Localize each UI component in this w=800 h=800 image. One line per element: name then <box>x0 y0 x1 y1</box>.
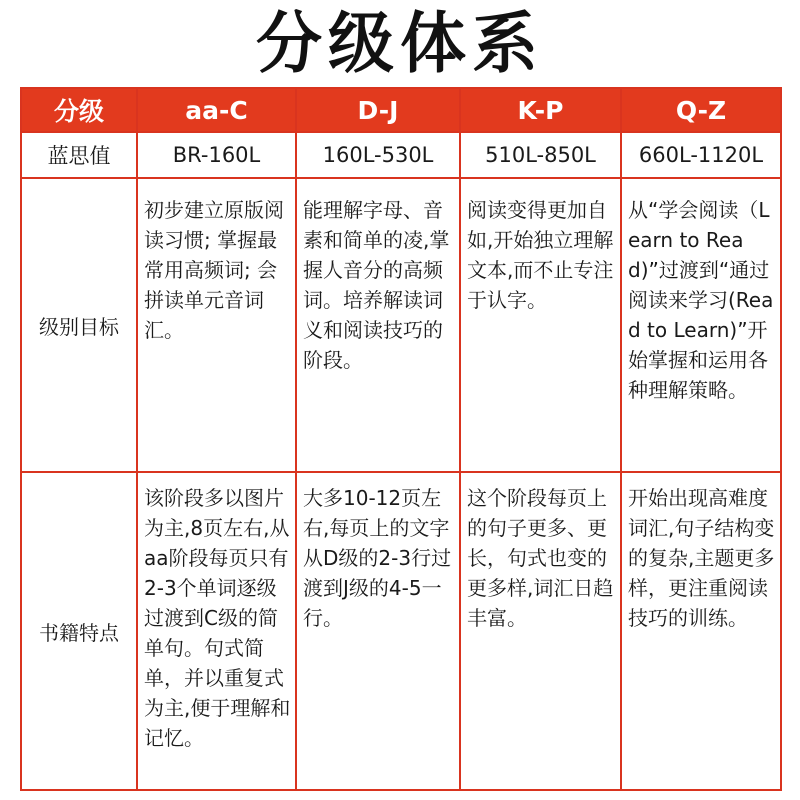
books-text-q-z: 开始出现高难度词汇,句子结构变的复杂,主题更多样，更注重阅读技巧的训练。 <box>628 486 775 630</box>
books-text-k-p: 这个阶段每页上的句子更多、更长，句式也变的更多样,词汇日趋丰富。 <box>467 486 614 630</box>
header-cell-aa-c: aa-C <box>137 88 296 132</box>
header-cell-q-z: Q-Z <box>621 88 781 132</box>
goals-text-aa-c: 初步建立原版阅读习惯; 掌握最常用高频词; 会拼读单元音词汇。 <box>144 198 284 342</box>
books-cell-q-z <box>621 472 781 790</box>
lexile-row <box>21 132 781 178</box>
books-cell-aa-c <box>137 472 296 790</box>
level-system-table <box>20 87 782 791</box>
goals-text-k-p: 阅读变得更加自如,开始独立理解文本,而不止专注于认字。 <box>467 198 614 312</box>
goals-text-q-z: 从“学会阅读（Learn to Read)”过渡到“通过阅读来学习(Read to Learn)”开始掌握和运用各种理解策略。 <box>628 198 774 402</box>
lexile-cell-k-p: 510L-850L <box>460 132 621 178</box>
books-cell-d-j <box>296 472 460 790</box>
goals-cell-k-p <box>460 178 621 472</box>
goals-cell-d-j <box>296 178 460 472</box>
header-cell-d-j: D-J <box>296 88 460 132</box>
header-row <box>21 88 781 132</box>
books-row <box>21 472 781 790</box>
lexile-cell-q-z: 660L-1120L <box>621 132 781 178</box>
row-label-books: 书籍特点 <box>21 472 137 790</box>
row-label-goals: 级别目标 <box>21 178 137 472</box>
lexile-cell-d-j: 160L-530L <box>296 132 460 178</box>
books-text-d-j: 大多10-12页左右,每页上的文字从D级的2-3行过渡到J级的4-5一行。 <box>303 486 452 630</box>
header-cell-k-p: K-P <box>460 88 621 132</box>
header-cell-level: 分级 <box>21 88 137 132</box>
books-cell-k-p <box>460 472 621 790</box>
goals-row <box>21 178 781 472</box>
books-text-aa-c: 该阶段多以图片为主,8页左右,从aa阶段每页只有2-3个单词逐级过渡到C级的简单句。句式简单，并以重复式为主,便于理解和记忆。 <box>144 486 291 750</box>
lexile-cell-aa-c: BR-160L <box>137 132 296 178</box>
goals-text-d-j: 能理解字母、音素和简单的凌,掌握人音分的高频词。培养解读词义和阅读技巧的阶段。 <box>303 198 450 372</box>
goals-cell-q-z <box>621 178 781 472</box>
page-title: 分级体系 <box>256 5 544 82</box>
goals-cell-aa-c <box>137 178 296 472</box>
row-label-lexile: 蓝思值 <box>21 132 137 178</box>
